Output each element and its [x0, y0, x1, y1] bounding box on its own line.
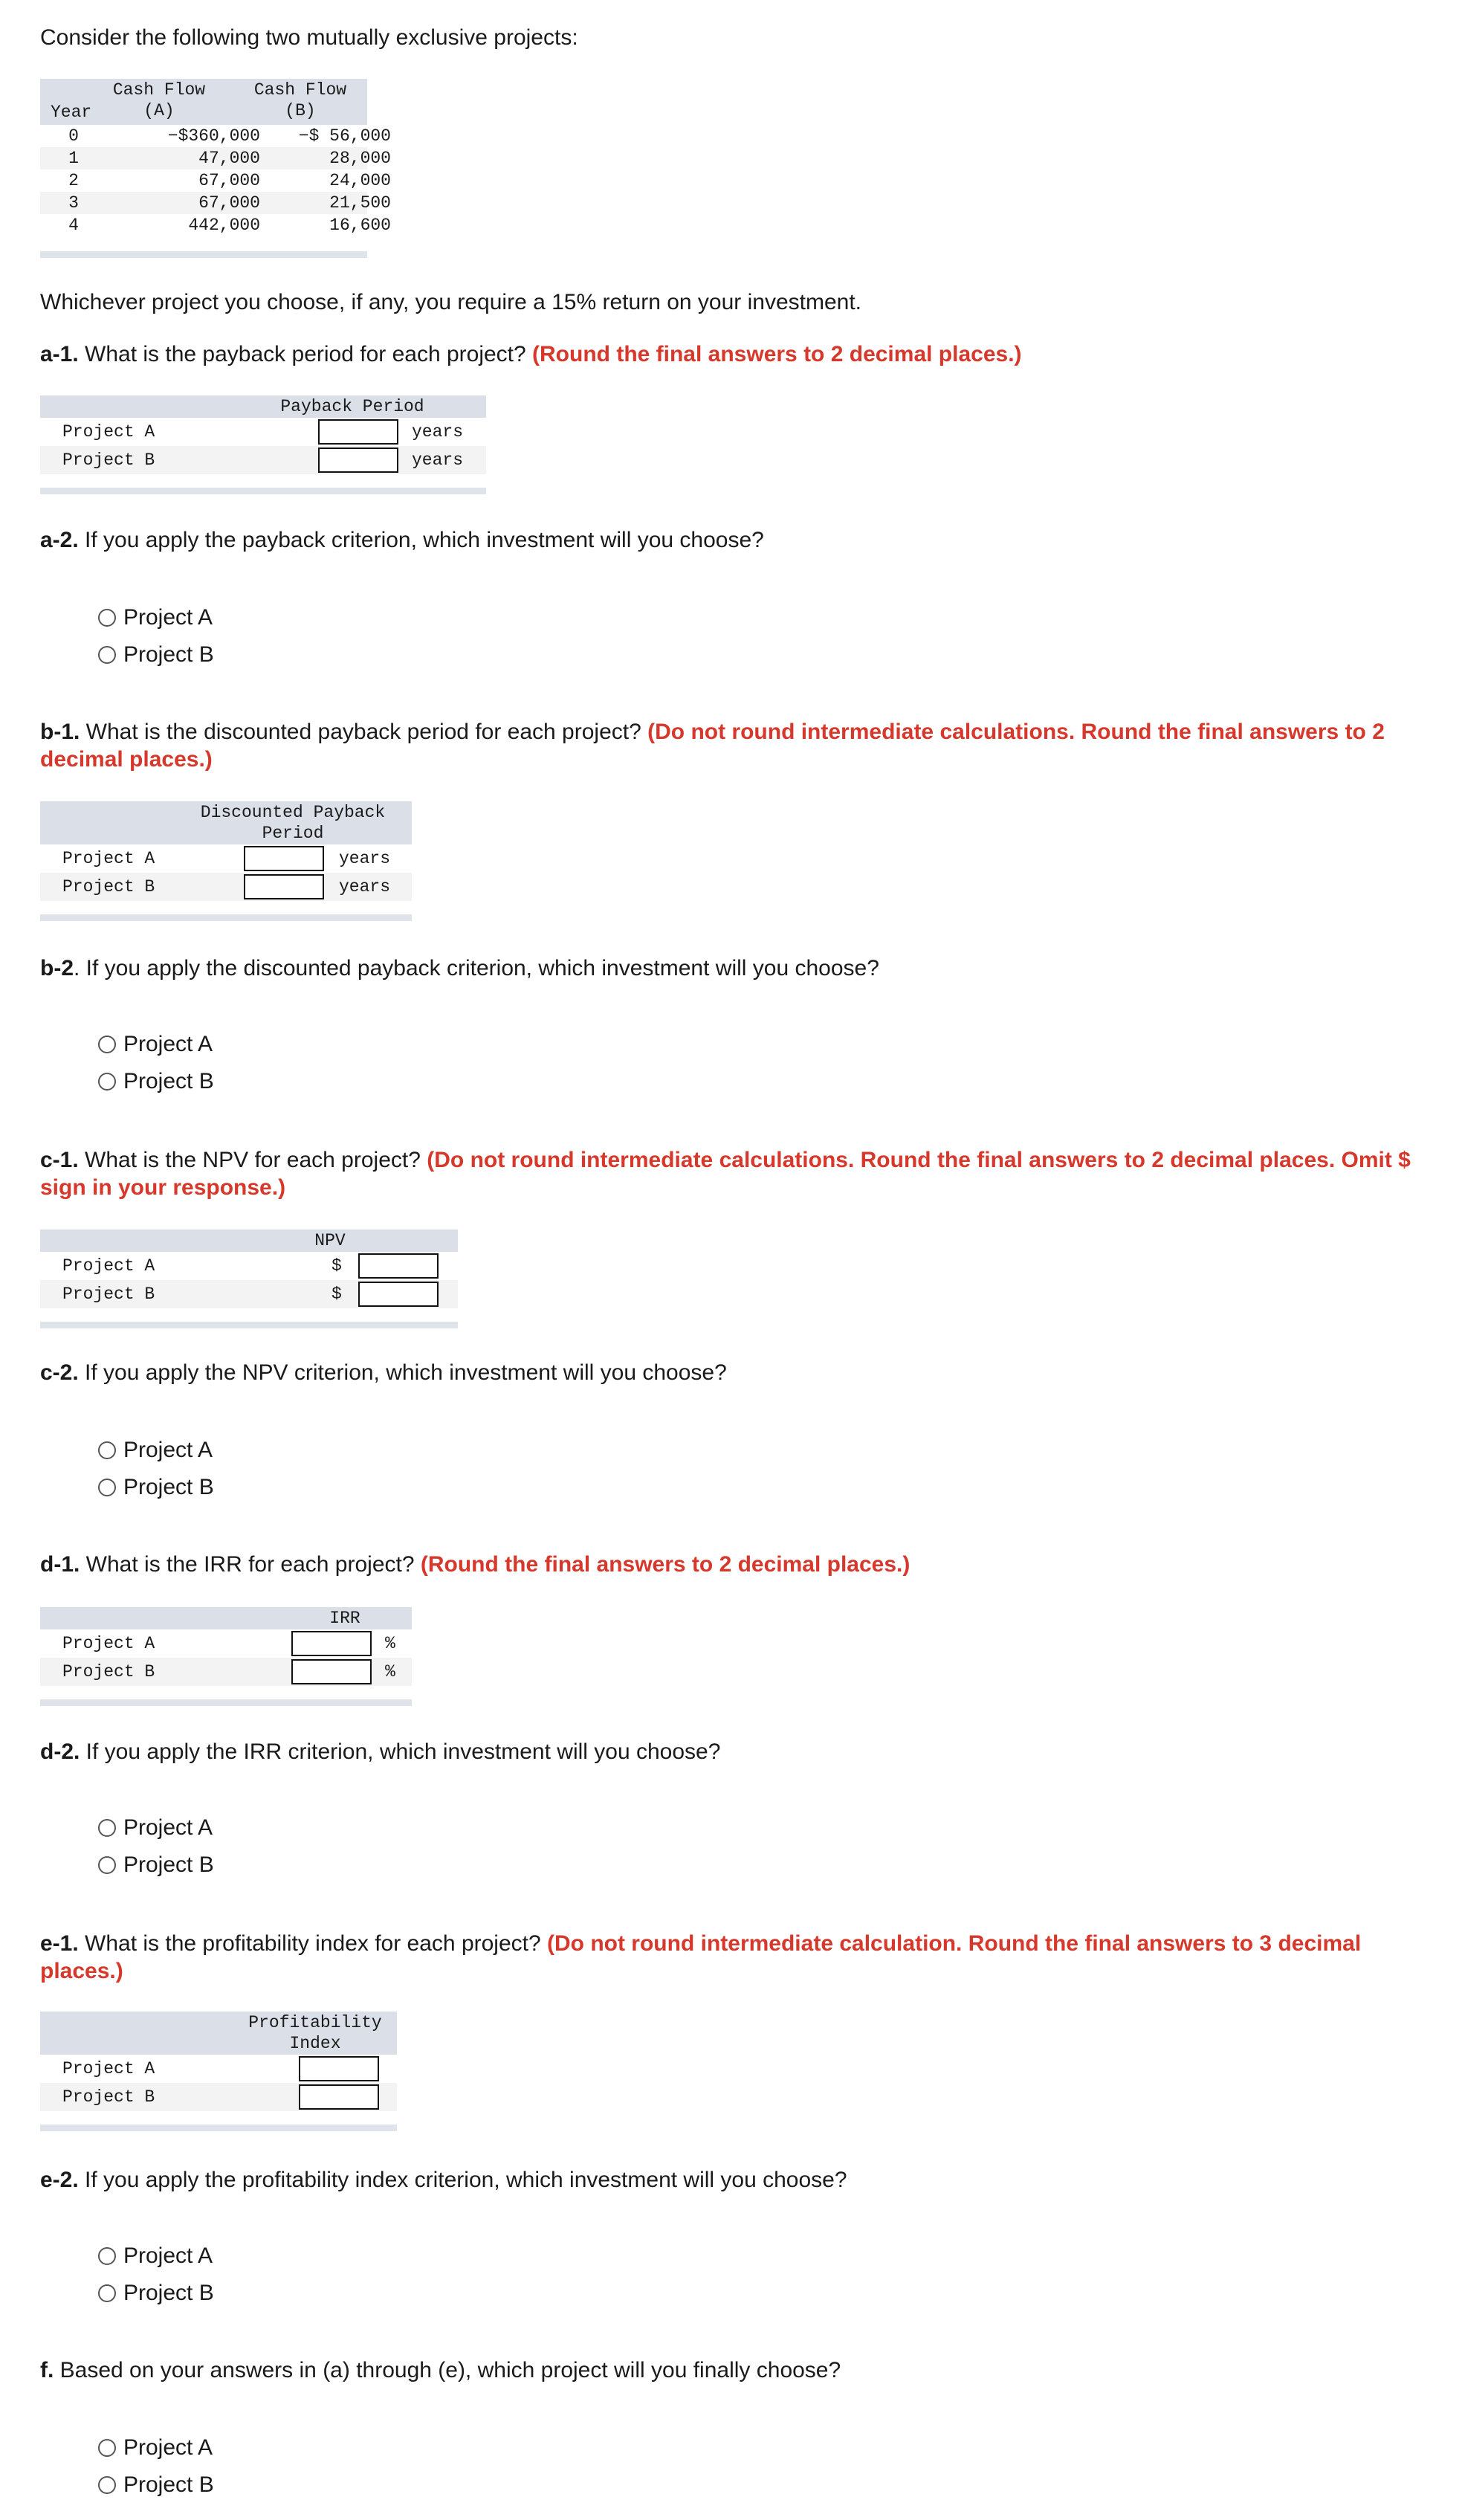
radio-button[interactable] [98, 646, 116, 664]
profitability-index-b-input[interactable] [299, 2084, 379, 2110]
discounted-payback-header: Discounted Payback [200, 803, 386, 822]
radio-button[interactable] [98, 1819, 116, 1837]
question-note: (Do not round intermediate calculation. Round the final answers to 3 decimal places.) [40, 1931, 1362, 1983]
discounted-payback-table-header [40, 801, 412, 844]
payback-table [40, 395, 486, 494]
radio-button[interactable] [98, 1036, 116, 1053]
table-row [40, 1252, 458, 1280]
cash-flow-a-subheader: (A) [143, 101, 175, 120]
choice-project-b[interactable] [98, 2275, 214, 2312]
question-text: If you apply the profitability index criterion, which investment will you choose? [78, 2168, 847, 2192]
table-row [40, 844, 412, 873]
table-row [40, 214, 391, 236]
question-note: (Do not round intermediate calculations. Round the final answers to 2 decimal places.) [40, 720, 1385, 772]
irr-table-header [40, 1607, 412, 1629]
radio-button[interactable] [98, 1479, 116, 1496]
question-a2 [40, 526, 1437, 554]
year-cell: 2 [68, 171, 79, 190]
cash-flow-b-cell: −$ 56,000 [298, 126, 391, 146]
a2-choices [98, 599, 214, 673]
cash-flow-a-cell: 47,000 [198, 149, 260, 168]
choice-project-b[interactable] [98, 2466, 214, 2504]
question-note: (Do not round intermediate calculations. Round the final answers to 2 decimal places. Omit $ sign in your response.) [40, 1148, 1411, 1200]
radio-button[interactable] [98, 1856, 116, 1874]
npv-table-header [40, 1230, 458, 1252]
row-label: Project A [62, 2059, 155, 2078]
year-cell: 0 [68, 126, 79, 146]
choice-label: Project A [123, 1815, 213, 1840]
choice-project-a[interactable] [98, 2238, 214, 2275]
table-row [40, 418, 486, 446]
choice-label: Project B [123, 1852, 214, 1877]
question-d2 [40, 1738, 1437, 1765]
question-note: (Round the final answers to 2 decimal places.) [532, 342, 1022, 366]
row-label: Project B [62, 450, 155, 470]
question-text: What is the discounted payback period for each project? [80, 720, 648, 744]
discounted-payback-a-input[interactable] [244, 846, 324, 871]
year-cell: 4 [68, 216, 79, 235]
choice-project-a[interactable] [98, 1026, 214, 1063]
radio-button[interactable] [98, 2439, 116, 2457]
question-e1 [40, 1930, 1437, 1985]
unit-label: years [339, 849, 391, 868]
question-label: e-1. [40, 1931, 79, 1956]
table-row [40, 1658, 412, 1686]
row-label: Project B [62, 2087, 155, 2107]
question-label: b-1. [40, 720, 80, 744]
profitability-index-header: Profitability [248, 2013, 382, 2032]
npv-table [40, 1230, 458, 1328]
unit-label: years [339, 877, 391, 896]
table-row [40, 873, 412, 901]
cash-flow-b-cell: 24,000 [329, 171, 391, 190]
question-label: e-2. [40, 2168, 79, 2192]
irr-a-input[interactable] [291, 1631, 372, 1656]
irr-b-input[interactable] [291, 1659, 372, 1684]
percent-sign: % [385, 1662, 395, 1681]
question-f [40, 2356, 1437, 2384]
cash-flow-a-cell: 67,000 [198, 171, 260, 190]
irr-header: IRR [329, 1609, 360, 1628]
choice-label: Project B [123, 2281, 214, 2305]
question-e2 [40, 2166, 1437, 2194]
table-row [40, 2083, 397, 2111]
question-label: d-2. [40, 1739, 80, 1764]
question-label: c-1. [40, 1148, 79, 1172]
question-text: What is the NPV for each project? [78, 1148, 427, 1172]
choice-label: Project B [123, 642, 214, 667]
question-label: a-2. [40, 528, 79, 552]
d2-choices [98, 1809, 214, 1884]
year-cell: 3 [68, 193, 79, 213]
question-label: b-2 [40, 956, 74, 980]
dollar-sign: $ [331, 1256, 342, 1276]
profitability-index-table [40, 2012, 397, 2131]
choice-label: Project A [123, 605, 213, 630]
cash-flow-b-cell: 28,000 [329, 149, 391, 168]
question-text: Based on your answers in (a) through (e), which project will you finally choose? [54, 2358, 841, 2382]
discounted-payback-table [40, 801, 412, 921]
unit-label: years [412, 422, 464, 442]
profitability-index-table-header [40, 2012, 397, 2055]
table-row [40, 1629, 412, 1658]
choice-label: Project A [123, 1032, 213, 1056]
discounted-payback-b-input[interactable] [244, 874, 324, 899]
intro-text: Consider the following two mutually exclusive projects: [40, 25, 578, 50]
cashflow-table [40, 79, 391, 258]
question-text: If you apply the payback criterion, which investment will you choose? [78, 528, 764, 552]
year-header: Year [51, 103, 92, 122]
choice-project-a[interactable] [98, 1432, 214, 1469]
e2-choices [98, 2238, 214, 2312]
choice-project-a[interactable] [98, 599, 214, 636]
npv-a-input[interactable] [358, 1253, 439, 1279]
profitability-index-subheader: Index [289, 2034, 341, 2053]
question-c1 [40, 1146, 1437, 1201]
row-label: Project A [62, 1634, 155, 1653]
row-label: Project B [62, 1285, 155, 1304]
question-text: If you apply the IRR criterion, which investment will you choose? [80, 1739, 721, 1764]
question-text: If you apply the NPV criterion, which investment will you choose? [78, 1360, 727, 1385]
profitability-index-a-input[interactable] [299, 2056, 379, 2081]
payback-table-header [40, 395, 486, 418]
payback-b-input[interactable] [318, 448, 398, 473]
radio-button[interactable] [98, 2476, 116, 2494]
b2-choices [98, 1026, 214, 1100]
row-label: Project A [62, 849, 155, 868]
choice-project-a[interactable] [98, 1809, 214, 1847]
question-label: f. [40, 2358, 54, 2382]
row-label: Project A [62, 422, 155, 442]
question-d1 [40, 1551, 1437, 1578]
question-b1 [40, 718, 1437, 773]
cash-flow-b-cell: 16,600 [329, 216, 391, 235]
question-b2 [40, 954, 1437, 982]
required-return-text: Whichever project you choose, if any, you require a 15% return on your investment. [40, 290, 862, 314]
table-row [40, 147, 391, 169]
choice-project-b[interactable] [98, 1469, 214, 1506]
year-cell: 1 [68, 149, 79, 168]
choice-project-a[interactable] [98, 2429, 214, 2466]
question-a1 [40, 340, 1437, 368]
choice-label: Project B [123, 2472, 214, 2497]
irr-table [40, 1607, 412, 1706]
choice-label: Project A [123, 1438, 213, 1462]
table-row [40, 192, 391, 214]
row-label: Project A [62, 1256, 155, 1276]
question-label: d-1. [40, 1552, 80, 1577]
table-row [40, 169, 391, 192]
cash-flow-a-header: Cash Flow [112, 80, 206, 100]
cash-flow-a-cell: −$360,000 [167, 126, 260, 146]
table-row [40, 1280, 458, 1308]
cashflow-table-header [40, 79, 367, 125]
question-text: What is the payback period for each project? [78, 342, 533, 366]
cash-flow-a-cell: 442,000 [188, 216, 260, 235]
cash-flow-b-header: Cash Flow [253, 80, 347, 100]
percent-sign: % [385, 1634, 395, 1653]
npv-b-input[interactable] [358, 1282, 439, 1307]
unit-label: years [412, 450, 464, 470]
question-label: a-1. [40, 342, 79, 366]
table-row [40, 2055, 397, 2083]
radio-button[interactable] [98, 2247, 116, 2265]
choice-project-b[interactable] [98, 1847, 214, 1884]
payback-a-input[interactable] [318, 419, 398, 445]
dollar-sign: $ [331, 1285, 342, 1304]
radio-button[interactable] [98, 1073, 116, 1091]
choice-project-b[interactable] [98, 1063, 214, 1100]
radio-button[interactable] [98, 2284, 116, 2302]
question-c2 [40, 1359, 1437, 1386]
cash-flow-a-cell: 67,000 [198, 193, 260, 213]
table-row [40, 125, 391, 147]
row-label: Project B [62, 877, 155, 896]
question-note: (Round the final answers to 2 decimal places.) [420, 1552, 910, 1577]
choice-label: Project A [123, 2243, 213, 2268]
choice-label: Project A [123, 2435, 213, 2460]
cash-flow-b-cell: 21,500 [329, 193, 391, 213]
choice-label: Project B [123, 1069, 214, 1093]
c2-choices [98, 1432, 214, 1506]
question-text: . If you apply the discounted payback criterion, which investment will you choose? [74, 956, 879, 980]
question-text: What is the profitability index for each project? [78, 1931, 548, 1956]
question-text: What is the IRR for each project? [80, 1552, 421, 1577]
question-label: c-2. [40, 1360, 79, 1385]
choice-label: Project B [123, 1475, 214, 1499]
cash-flow-b-subheader: (B) [285, 101, 316, 120]
row-label: Project B [62, 1662, 155, 1681]
npv-header: NPV [314, 1231, 346, 1250]
radio-button[interactable] [98, 1441, 116, 1459]
discounted-payback-subheader: Period [262, 824, 324, 843]
payback-period-header: Payback Period [280, 397, 424, 416]
f-choices [98, 2429, 214, 2504]
choice-project-b[interactable] [98, 636, 214, 673]
table-row [40, 446, 486, 474]
radio-button[interactable] [98, 609, 116, 627]
